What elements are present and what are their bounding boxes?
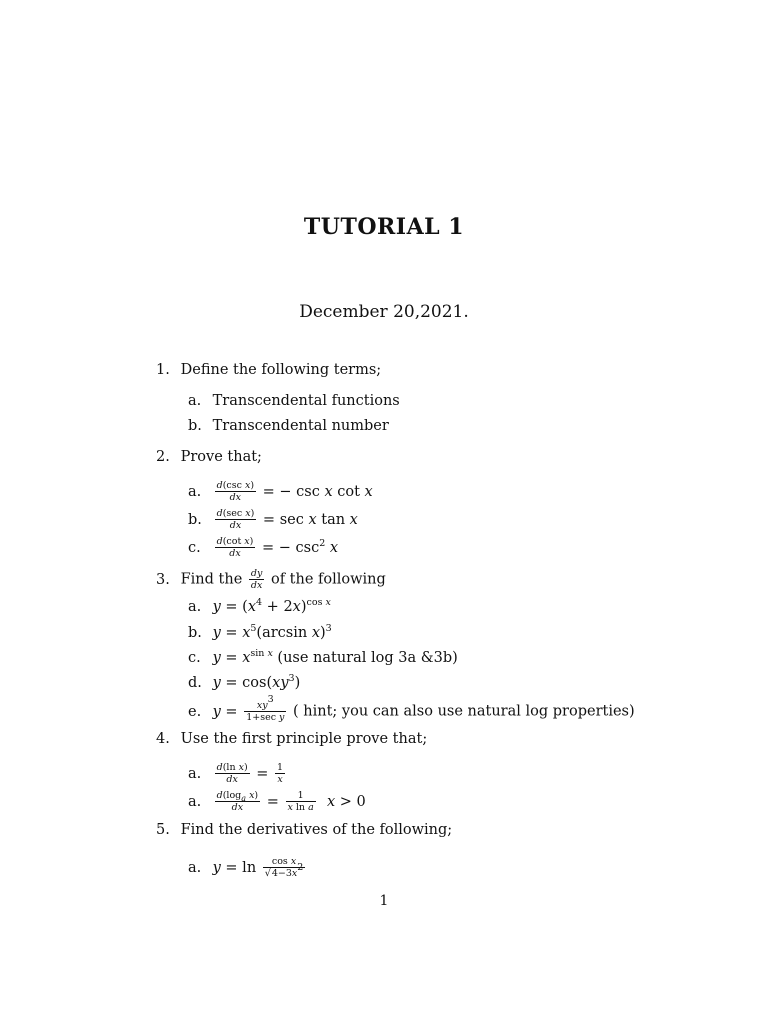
question-number: 5.: [156, 822, 170, 838]
item-note: ( hint; you can also use natural log properties): [293, 703, 635, 720]
item-label: a.: [188, 393, 202, 409]
question-3e: [188, 694, 635, 723]
question-3b: [188, 624, 332, 642]
item-label: d.: [188, 675, 202, 691]
question-2: [156, 448, 262, 466]
question-3a: [188, 598, 331, 616]
question-3d: [188, 674, 300, 692]
item-label: a.: [188, 765, 202, 782]
item-label: b.: [188, 511, 202, 528]
math-expression: $\frac{\text{d(sec x)}}{dx}$ = sec x tan x: [216, 508, 358, 531]
question-number: 2.: [156, 449, 170, 465]
question-4: [156, 730, 427, 748]
question-2a: [188, 480, 373, 503]
question-4a: [188, 762, 287, 785]
item-text: Transcendental functions: [212, 393, 400, 409]
math-expression: $y = \cos(xy^3)$: [212, 673, 301, 691]
question-number: 4.: [156, 731, 170, 747]
question-3: [156, 568, 386, 591]
item-label: a.: [188, 793, 202, 810]
question-number: 3.: [156, 571, 170, 588]
item-label: b.: [188, 418, 202, 434]
math-expression: $\frac{\text{d(cot x)}}{dx}$ = − $\csc^2 x$: [216, 536, 339, 559]
math-expression: $y = x^5(\arcsin$ x)$^3$: [212, 623, 332, 641]
question-number: 1.: [156, 362, 170, 378]
math-expression: $\frac{d(\log_a x)}{dx}$ = $\frac{1}{\text{x ln a}}$ x > 0: [216, 790, 366, 813]
question-text: Prove that;: [180, 449, 262, 465]
item-label: a.: [188, 859, 202, 876]
question-1: [156, 361, 381, 379]
question-5a: [188, 856, 307, 879]
question-2b: [188, 508, 358, 531]
document-title: TUTORIAL 1: [303, 214, 465, 240]
item-note: (use natural log 3a &3b): [277, 650, 458, 666]
page-number: 1: [379, 893, 389, 909]
question-5: [156, 821, 452, 839]
math-expression: $y = x^{sin x}$: [212, 648, 273, 666]
item-label: a.: [188, 483, 202, 500]
question-text: Define the following terms;: [180, 362, 382, 378]
math-expression: $y = (x^4 + 2x)^{cos x}$: [212, 597, 331, 615]
math-expression: $\frac{\text{d(ln x)}}{dx}$ = $\frac{1}{x}$: [216, 762, 284, 785]
math-expression: y = ln $\frac{\text{cos x}}{√4-3x^2}$: [212, 856, 304, 879]
item-label: c.: [188, 539, 201, 556]
document-date: December 20,2021.: [299, 302, 469, 322]
math-expression: y = $\frac{xy^3}{\text{1+sec y}}$: [212, 694, 285, 723]
derivative-fraction: $\frac{dy}{dx}$: [250, 568, 263, 591]
question-4b: [188, 790, 366, 813]
item-label: a.: [188, 599, 202, 615]
question-text-start: Find the: [180, 571, 243, 588]
item-label: b.: [188, 625, 202, 641]
question-text: Find the derivatives of the following;: [180, 822, 453, 838]
question-2c: [188, 536, 338, 559]
question-1a: [188, 392, 400, 410]
item-text: Transcendental number: [212, 418, 389, 434]
item-label: c.: [188, 650, 201, 666]
item-label: e.: [188, 703, 202, 720]
question-3c: [188, 649, 458, 667]
question-text-end: of the following: [270, 571, 386, 588]
question-text: Use the first principle prove that;: [180, 731, 428, 747]
math-expression: $\frac{\text{d(csc x)}}{dx}$ = − csc x cot x: [216, 480, 373, 503]
question-1b: [188, 417, 389, 435]
